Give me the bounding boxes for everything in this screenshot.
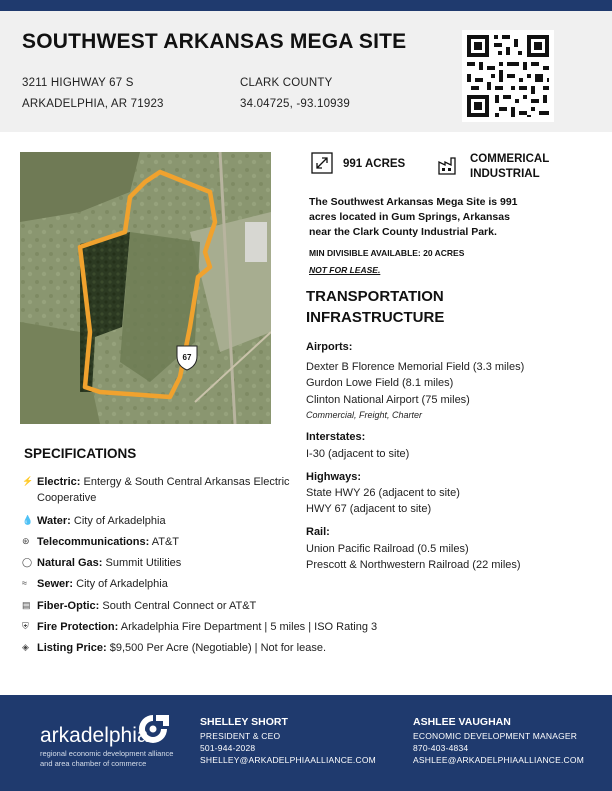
lightning-icon: ⚡ <box>22 476 34 486</box>
industrial-building-icon <box>437 152 461 176</box>
highways-label: Highways: <box>306 471 362 483</box>
logo-wordmark: arkadelphia <box>40 724 149 747</box>
zoning-line-1: COMMERICAL <box>470 153 550 165</box>
address-line-1: 3211 HIGHWAY 67 S <box>22 77 134 89</box>
interstates-label: Interstates: <box>306 431 366 443</box>
contact-phone[interactable]: 501-944-2028 <box>200 743 256 753</box>
spec-label: Listing Price: <box>37 642 107 654</box>
spec-natural-gas <box>22 555 181 571</box>
airport-note: Commercial, Freight, Charter <box>306 410 423 420</box>
highway-item: State HWY 26 (adjacent to site) <box>306 487 460 499</box>
airports-label: Airports: <box>306 341 353 353</box>
svg-text:67: 67 <box>182 353 192 362</box>
spec-value: City of Arkadelphia <box>73 515 166 527</box>
spec-sewer <box>22 576 168 592</box>
acreage-expand-icon <box>311 152 333 174</box>
contact-phone[interactable]: 870-403-4834 <box>413 743 469 753</box>
contact-name: ASHLEE VAUGHAN <box>413 716 511 728</box>
fiber-icon: ▤ <box>22 600 31 610</box>
sewer-icon: ≈ <box>22 578 27 588</box>
top-accent-bar <box>0 0 612 11</box>
qr-code[interactable] <box>462 30 554 122</box>
spec-label: Sewer: <box>37 578 74 590</box>
spec-label: Water: <box>37 515 71 527</box>
aerial-site-map[interactable] <box>20 152 271 424</box>
aerial-map-graphic <box>20 152 271 424</box>
specifications-heading: SPECIFICATIONS <box>24 446 137 461</box>
spec-label: Fire Protection: <box>37 621 119 633</box>
contact-email[interactable]: SHELLEY@ARKADELPHIAALLIANCE.COM <box>200 755 376 765</box>
zoning-line-2: INDUSTRIAL <box>470 168 540 180</box>
address-line-2: ARKADELPHIA, AR 71923 <box>22 98 164 110</box>
airport-item: Gurdon Lowe Field (8.1 miles) <box>306 377 454 389</box>
spec-label: Telecommunications: <box>37 536 150 548</box>
county: CLARK COUNTY <box>240 77 333 89</box>
spec-telecom <box>22 534 179 550</box>
spec-listing-price <box>22 640 326 656</box>
spec-label: Electric: <box>37 476 81 488</box>
contact-name: SHELLEY SHORT <box>200 716 288 728</box>
page-title: SOUTHWEST ARKANSAS MEGA SITE <box>22 30 407 53</box>
site-description: The Southwest Arkansas Mega Site is 991 acres located in Gum Springs, Arkansas near the Clark County Industrial Park. <box>309 196 518 238</box>
rail-item: Prescott & Northwestern Railroad (22 miles) <box>306 559 521 571</box>
contact-title: PRESIDENT & CEO <box>200 731 281 741</box>
transportation-heading-1: TRANSPORTATION <box>306 288 444 305</box>
antenna-icon: ⊛ <box>22 536 30 546</box>
spec-value: $9,500 Per Acre (Negotiable) | Not for lease. <box>109 642 327 654</box>
spec-value: South Central Connect or AT&T <box>102 600 257 612</box>
gas-tank-icon: ◯ <box>22 557 33 567</box>
spec-value: Arkadelphia Fire Department | 5 miles | ISO Rating 3 <box>120 621 378 633</box>
price-tag-icon: ◈ <box>22 642 29 652</box>
spec-electric <box>22 474 292 506</box>
rail-item: Union Pacific Railroad (0.5 miles) <box>306 543 469 555</box>
airport-item: Clinton National Airport (75 miles) <box>306 394 470 406</box>
spec-value: Summit Utilities <box>105 557 182 569</box>
water-drop-icon: 💧 <box>22 515 34 525</box>
spec-value: AT&T <box>151 536 180 548</box>
qr-code-graphic <box>462 30 554 122</box>
shield-icon: ⛨ <box>22 621 29 631</box>
lease-note: NOT FOR LEASE. <box>309 265 381 275</box>
spec-value: City of Arkadelphia <box>76 578 168 590</box>
contact-title: ECONOMIC DEVELOPMENT MANAGER <box>413 731 578 741</box>
spec-water <box>22 513 166 529</box>
rail-label: Rail: <box>306 526 330 538</box>
spec-value: Entergy & South Central Arkansas Electric Cooperative <box>37 476 290 504</box>
airport-item: Dexter B Florence Memorial Field (3.3 miles) <box>306 361 525 373</box>
coordinates: 34.04725, -93.10939 <box>240 98 350 110</box>
spec-fire-protection <box>22 619 377 635</box>
interstate-item: I-30 (adjacent to site) <box>306 448 410 460</box>
highway-item: HWY 67 (adjacent to site) <box>306 503 432 515</box>
logo-subtitle-1: regional economic development alliance <box>40 749 174 758</box>
spec-fiber-optic <box>22 598 256 614</box>
acreage-value: 991 ACRES <box>343 158 406 170</box>
min-divisible: MIN DIVISIBLE AVAILABLE: 20 ACRES <box>309 248 465 258</box>
contact-email[interactable]: ASHLEE@ARKADELPHIAALLIANCE.COM <box>413 755 584 765</box>
spec-label: Fiber-Optic: <box>37 600 100 612</box>
transportation-heading-2: INFRASTRUCTURE <box>306 309 445 326</box>
spec-label: Natural Gas: <box>37 557 103 569</box>
logo-subtitle-2: and area chamber of commerce <box>40 759 147 768</box>
